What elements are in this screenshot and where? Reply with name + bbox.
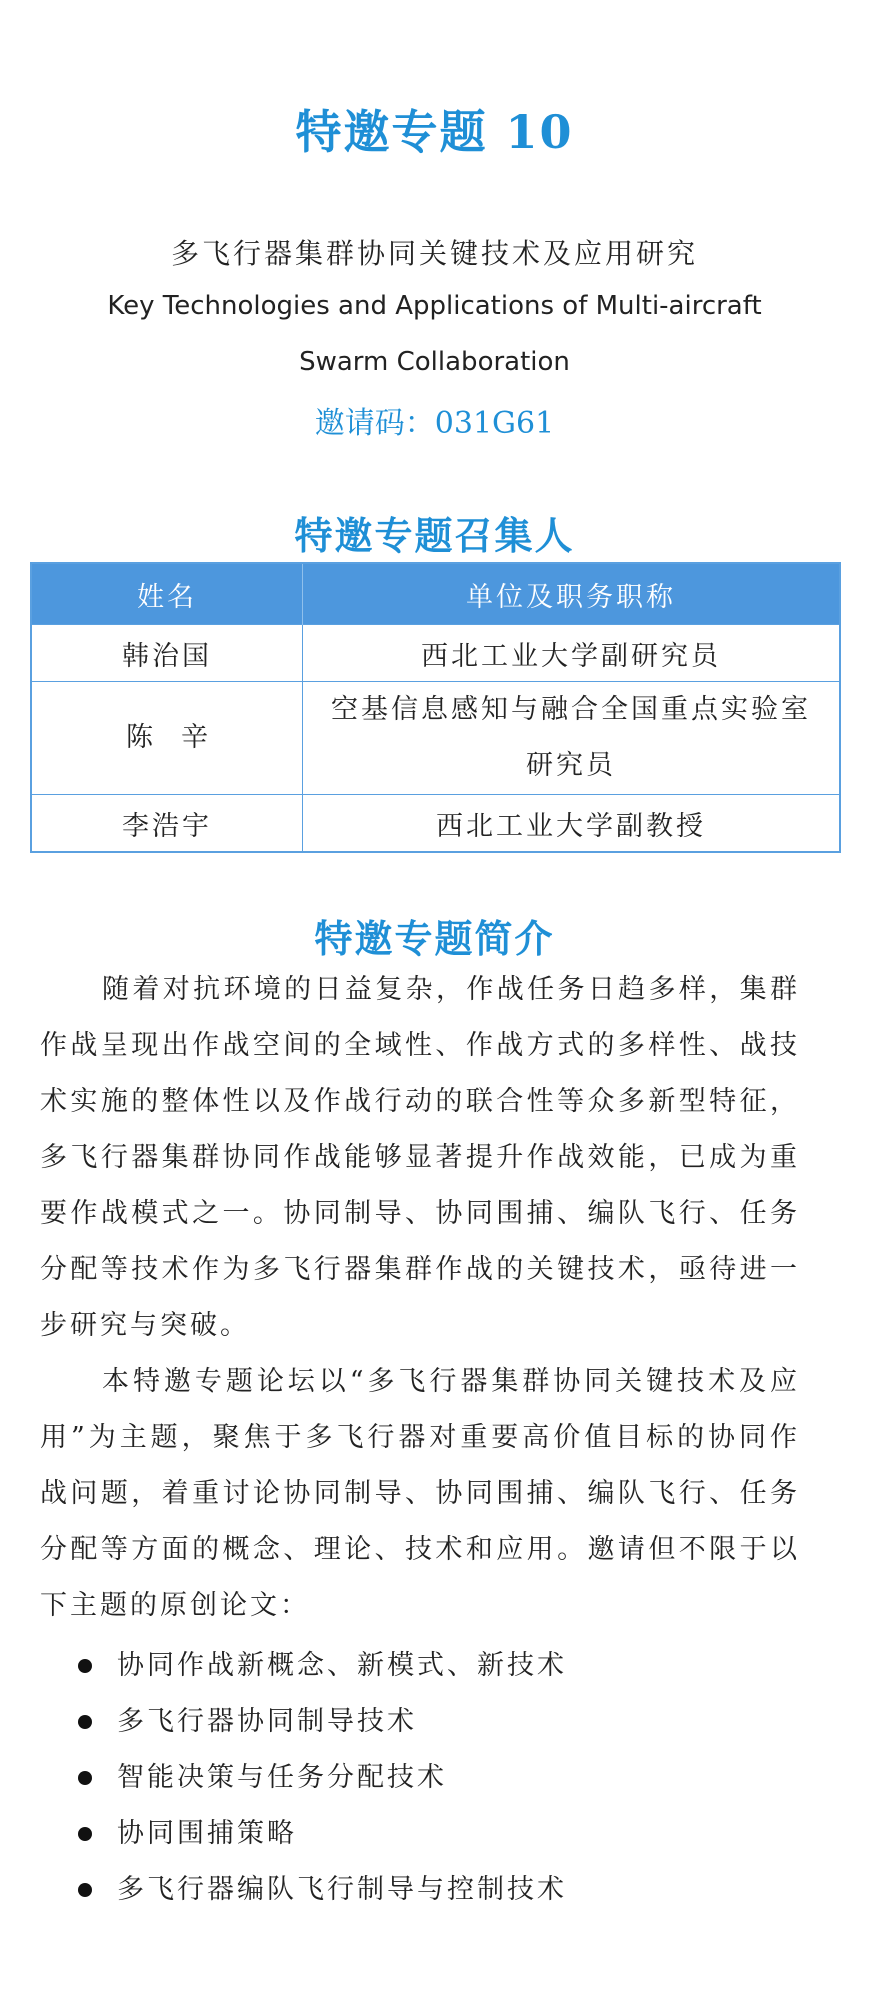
- column-header-affiliation: 单位及职务职称: [303, 563, 841, 625]
- bullet-icon: [78, 1659, 92, 1673]
- intro-section-title: 特邀专题简介: [314, 916, 555, 961]
- topic-text: 多飞行器编队飞行制导与控制技术: [117, 1874, 567, 1905]
- list-item: [78, 1750, 567, 1806]
- convener-name: 韩治国: [31, 625, 303, 682]
- conveners-section-title: 特邀专题召集人: [294, 513, 575, 558]
- list-item: [78, 1862, 567, 1918]
- page-title: 特邀专题 10: [295, 105, 574, 159]
- bullet-icon: [78, 1771, 92, 1785]
- bullet-icon: [78, 1715, 92, 1729]
- list-item: [78, 1694, 567, 1750]
- table-row: [31, 682, 840, 795]
- column-header-name: 姓名: [31, 563, 303, 625]
- intro-paragraph: 随着对抗环境的日益复杂，作战任务日趋多样，集群作战呈现出作战空间的全域性、作战方式的多样性、战技术实施的整体性以及作战行动的联合性等众多新型特征，多飞行器集群协同作战能够显著提升作战效能，已成为重要作战模式之一。协同制导、协同围捕、编队飞行、任务分配等技术作为多飞行器集群作战的关键技术，亟待进一步研究与突破。: [40, 974, 800, 1341]
- bullet-icon: [78, 1883, 92, 1897]
- list-item: [78, 1806, 567, 1862]
- topics-list: [78, 1638, 567, 1918]
- convener-affiliation-line1: 空基信息感知与融合全国重点实验室: [331, 694, 811, 725]
- topic-text: 协同围捕策略: [117, 1818, 297, 1849]
- table-header-row: [31, 563, 840, 625]
- topic-text: 协同作战新概念、新模式、新技术: [117, 1650, 567, 1681]
- convener-affiliation-line2: 研究员: [526, 750, 616, 781]
- invite-code: 邀请码：031G61: [314, 406, 555, 441]
- topic-text: 智能决策与任务分配技术: [117, 1762, 447, 1793]
- bullet-icon: [78, 1827, 92, 1841]
- conveners-table: [30, 562, 841, 853]
- convener-affiliation: 西北工业大学副研究员: [303, 625, 841, 682]
- table-row: [31, 795, 840, 853]
- list-item: [78, 1638, 567, 1694]
- topic-english-title-line1: Key Technologies and Applications of Multi-aircraft: [107, 291, 762, 321]
- intro-body: [40, 962, 800, 1634]
- intro-paragraph: 本特邀专题论坛以“多飞行器集群协同关键技术及应用”为主题，聚焦于多飞行器对重要高价值目标的协同作战问题，着重讨论协同制导、协同围捕、编队飞行、任务分配等方面的概念、理论、技术和应用。邀请但不限于以下主题的原创论文：: [40, 1366, 800, 1621]
- convener-affiliation: [303, 682, 841, 795]
- convener-affiliation: 西北工业大学副教授: [303, 795, 841, 853]
- convener-name: 李浩宇: [31, 795, 303, 853]
- topic-text: 多飞行器协同制导技术: [117, 1706, 417, 1737]
- topic-chinese-title: 多飞行器集群协同关键技术及应用研究: [170, 237, 698, 270]
- topic-english-title-line2: Swarm Collaboration: [299, 347, 570, 377]
- convener-name: 陈辛: [31, 682, 303, 795]
- table-row: [31, 625, 840, 682]
